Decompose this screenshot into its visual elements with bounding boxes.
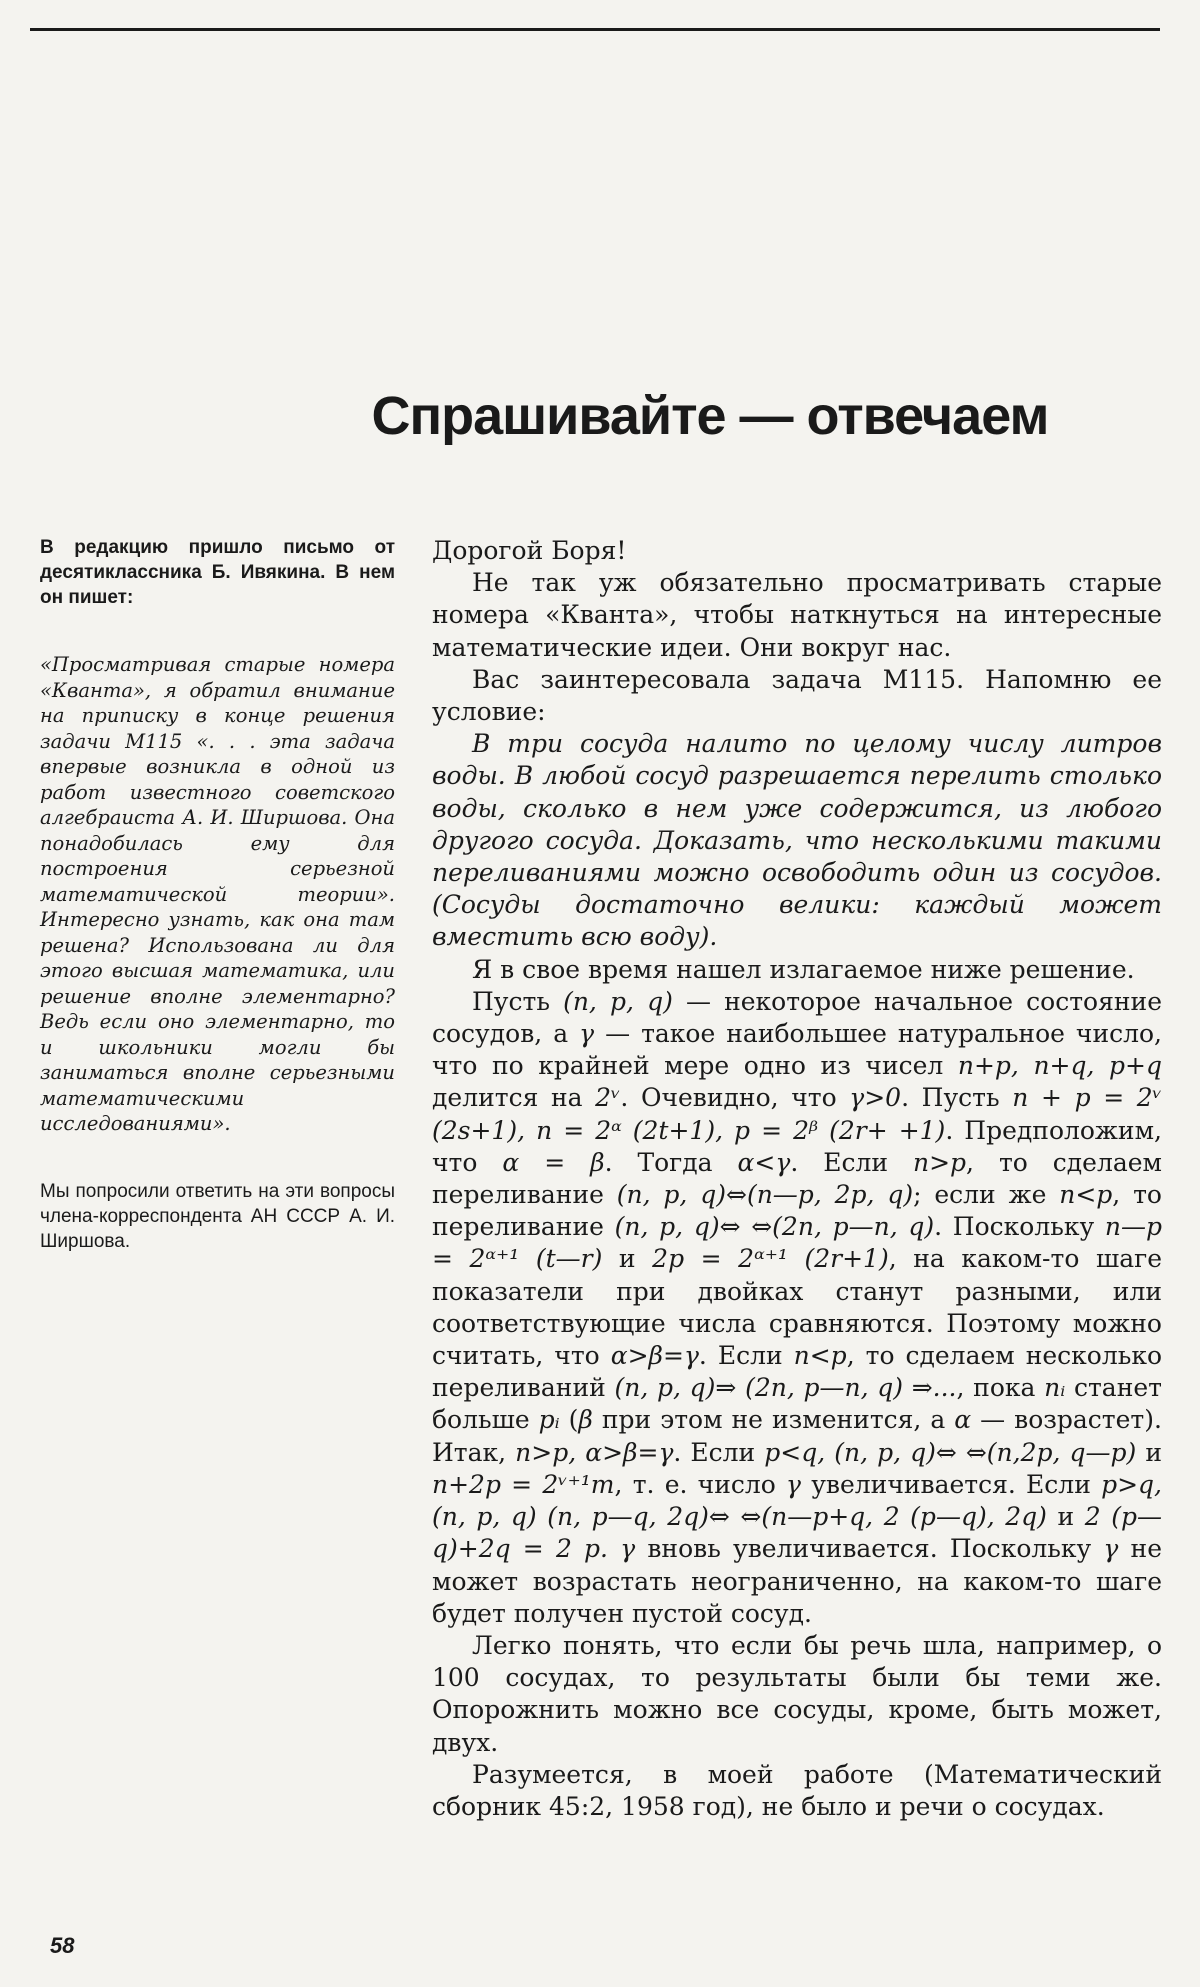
paragraph-problem-ref: Вас заинтересовала задача М115. Напомню ее условие: — [432, 664, 1162, 727]
sidebar-quote: «Просматривая старые номера «Кванта», я обратил внимание на приписку в конце решения задачи М115 «. . . эта задача впервые возникла в одной из работ известного советского алгебраиста А. И. Ширшова. Она понадобилась ему для построения серьезной математической теории». Интересно узнать, как она там решена? Использована ли для этого высшая математика, или решение вполне элементарно? Ведь если оно элементарно, то и школьники могли бы заниматься вполне серьезными математическими исследованиями». — [40, 653, 395, 1135]
solution-text: Пусть — [472, 986, 564, 1016]
formula: p>q, (n, p, q) (n, p—q, 2q)⇔ ⇔(n—p+q, 2 (p—q), 2q) — [432, 1469, 1162, 1532]
solution-text: . Пусть — [901, 1083, 1013, 1113]
solution-text: . Поскольку — [934, 1212, 1105, 1242]
formula: (n, p, q) — [563, 986, 673, 1016]
solution-text: и — [602, 1244, 653, 1274]
page-number: 58 — [50, 1933, 75, 1958]
paragraph-conclusion: Разумеется, в моей работе (Математический сборник 45:2, 1958 год), не было и речи о сосудах. — [432, 1759, 1162, 1821]
solution-text: и — [1136, 1437, 1162, 1467]
formula: p<q, (n, p, q)⇔ ⇔(n,2p, q—p) — [764, 1437, 1137, 1467]
formula: α<γ — [737, 1147, 791, 1177]
formula: n<p — [793, 1341, 847, 1371]
solution-text: — такое наибольшее натуральное число, что по крайней мере одно из чисел — [432, 1019, 1162, 1081]
solution-text: , т. е. число — [614, 1469, 787, 1499]
formula: γ — [579, 1019, 595, 1049]
sidebar-intro: В редакцию пришло письмо от десятиклассника Б. Ивякина. В нем он пишет: — [40, 537, 395, 608]
solution-text: . Очевидно, что — [620, 1083, 850, 1113]
solution-text: . Если — [673, 1437, 765, 1467]
formula: n>p — [912, 1147, 967, 1177]
paragraph-generalization: Легко понять, что если бы речь шла, например, о 100 сосудах, то результаты были бы теми же. Опорожнить можно все сосуды, кроме, быть может, двух. — [432, 1630, 1162, 1757]
solution-text: , то переливание — [432, 1180, 1162, 1242]
solution-text: , пока — [956, 1373, 1045, 1403]
paragraph-intro: Не так уж обязательно просматривать старые номера «Кванта», чтобы наткнуться на интересные математические идеи. Они вокруг нас. — [432, 568, 1162, 662]
paragraph-solution — [432, 986, 1162, 1630]
sidebar — [40, 535, 395, 1254]
top-rule — [30, 28, 1160, 31]
solution-text: — возрастет). Итак, — [432, 1405, 1162, 1467]
formula: nᵢ — [1044, 1373, 1066, 1403]
page-title: Спрашивайте — отвечаем — [371, 386, 1049, 446]
solution-text: — некоторое начальное состояние сосудов, а — [432, 986, 1162, 1049]
solution-text: вновь увеличивается. Поскольку — [635, 1534, 1104, 1564]
formula: n + p = 2ᵛ (2s+1), n = 2ᵅ (2t+1), p = 2ᵝ (2r+ +1) — [432, 1083, 1163, 1145]
formula: n<p — [1059, 1180, 1113, 1210]
formula: γ — [1103, 1534, 1119, 1564]
formula: 2ᵛ — [595, 1083, 621, 1113]
formula: 2p = 2ᵅ⁺¹ (2r+1) — [652, 1244, 889, 1274]
formula: (n, p, q)⇒ (2n, p—n, q) ⇒... — [614, 1373, 957, 1403]
paragraph-solution-intro: Я в свое время нашел излагаемое ниже решение. — [472, 954, 1135, 984]
solution-text: увеличивается. Если — [800, 1469, 1102, 1499]
solution-text: станет больше — [432, 1373, 1162, 1435]
problem-statement: В три сосуда налито по целому числу литров воды. В любой сосуд разрешается перелить столько воды, сколько в нем уже содержится, из любого другого сосуда. Доказать, что несколькими такими переливаниями можно освободить один из сосудов. (Сосуды достаточно велики: каждый может вместить всю воду). — [432, 729, 1162, 952]
formula: n—p = 2ᵅ⁺¹ (t—r) — [432, 1212, 1162, 1274]
solution-text: . Предположим, что — [432, 1115, 1162, 1177]
formula: α = β — [502, 1147, 605, 1177]
solution-text: делится на — [432, 1083, 596, 1113]
solution-text: и — [1046, 1502, 1085, 1532]
formula: (n, p, q)⇔(n—p, 2p, q) — [616, 1180, 914, 1210]
formula: γ>0 — [849, 1083, 902, 1113]
formula: γ — [786, 1469, 801, 1499]
solution-text: . Если — [790, 1147, 913, 1177]
solution-text: ; если же — [913, 1180, 1060, 1210]
formula: α — [954, 1405, 972, 1435]
solution-text: , то сделаем несколько переливаний — [432, 1341, 1163, 1403]
sidebar-outro: Мы попросили ответить на эти вопросы члена-корреспондента АН СССР А. И. Ширшова. — [40, 1180, 395, 1252]
solution-text: при этом не изменится, а — [592, 1405, 955, 1435]
solution-text: . Если — [698, 1341, 794, 1371]
greeting: Дорогой Боря! — [432, 536, 627, 565]
main-article — [432, 535, 1162, 1823]
formula: pᵢ — [538, 1405, 560, 1435]
solution-text: не может возрастать неограниченно, на каком-то шаге будет получен пустой сосуд. — [432, 1534, 1162, 1628]
solution-text: , на каком-то шаге показатели при двойках станут разными, или соответствующие числа сравняются. Поэтому можно считать, что — [432, 1244, 1162, 1371]
formula: (n, p, q)⇔ ⇔(2n, p—n, q) — [614, 1212, 935, 1242]
formula: α>β=γ — [610, 1341, 699, 1371]
formula: n+2p = 2ᵛ⁺¹m — [432, 1469, 615, 1499]
formula: n>p, α>β=γ — [515, 1437, 674, 1467]
formula: β — [578, 1405, 593, 1435]
formula: n+p, n+q, p+q — [957, 1051, 1162, 1081]
solution-text: ( — [559, 1405, 579, 1435]
solution-text: . Тогда — [604, 1147, 738, 1177]
solution-text: , то сделаем переливание — [432, 1147, 1162, 1210]
formula: 2 (p—q)+2q = 2 p. γ — [432, 1502, 1162, 1564]
